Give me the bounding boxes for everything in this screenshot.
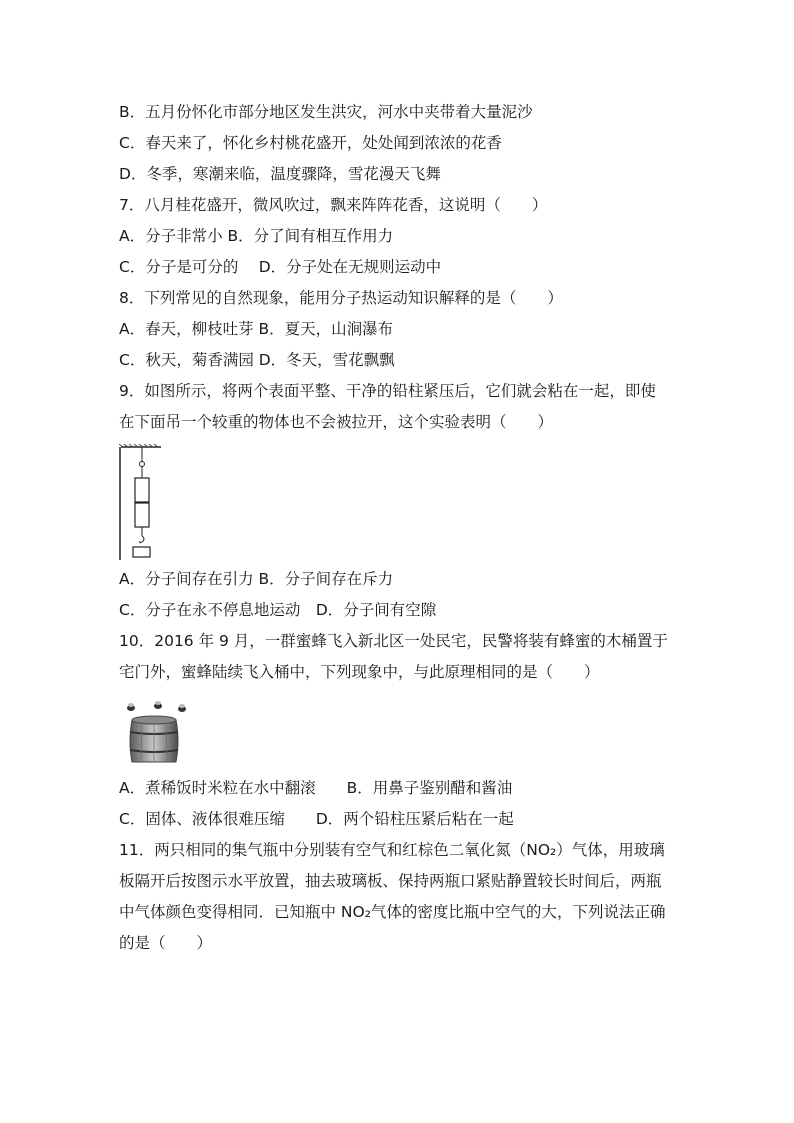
bee-icon <box>127 703 135 711</box>
q11-stem-line2: 板隔开后按图示水平放置，抽去玻璃板、保持两瓶口紧贴静置较长时间后，两瓶 <box>119 872 662 890</box>
q9-options-cd: C．分子在永不停息地运动 D．分子间有空隙 <box>119 601 437 619</box>
q7-stem: 7．八月桂花盛开，微风吹过，飘来阵阵花香，这说明（ ） <box>119 196 548 214</box>
q8-stem: 8．下列常见的自然现象，能用分子热运动知识解释的是（ ） <box>119 289 563 307</box>
q9-stem-line2: 在下面吊一个较重的物体也不会被拉开，这个实验表明（ ） <box>119 413 554 431</box>
bee-icon <box>178 704 186 712</box>
q8-options-cd: C．秋天，菊香满园 D．冬天，雪花飘飘 <box>119 351 395 369</box>
q8-options-ab: A．春天，柳枝吐芽 B．夏天，山涧瀑布 <box>119 320 394 338</box>
q10-stem-line2: 宅门外，蜜蜂陆续飞入桶中，下列现象中，与此原理相同的是（ ） <box>119 663 600 681</box>
q6-option-b: B．五月份怀化市部分地区发生洪灾，河水中夹带着大量泥沙 <box>119 103 533 121</box>
q9-stem-line1: 9．如图所示，将两个表面平整、干净的铅柱紧压后，它们就会粘在一起，即使 <box>119 382 656 400</box>
q10-options-cd: C．固体、液体很难压缩 D．两个铅柱压紧后粘在一起 <box>119 810 514 828</box>
q6-option-c: C．春天来了，怀化乡村桃花盛开，处处闻到浓浓的花香 <box>119 134 502 152</box>
q10-stem-line1: 10．2016 年 9 月，一群蜜蜂飞入新北区一处民宅，民警将装有蜂蜜的木桶置于 <box>119 632 668 650</box>
q7-options-ab: A．分子非常小 B．分了间有相互作用力 <box>119 227 394 245</box>
q11-stem-line4: 的是（ ） <box>119 934 213 952</box>
q9-options-ab: A．分子间存在引力 B．分子间存在斥力 <box>119 570 394 588</box>
q7-options-cd: C．分子是可分的 D．分子处在无规则运动中 <box>119 258 442 276</box>
honey-barrel-figure <box>118 700 192 766</box>
q6-option-d: D．冬季，寒潮来临，温度骤降，雪花漫天飞舞 <box>119 165 441 183</box>
q10-options-ab: A．煮稀饭时米粒在水中翻滚 B．用鼻子鉴别醋和酱油 <box>119 779 513 797</box>
q11-stem-line1: 11．两只相同的集气瓶中分别装有空气和红棕色二氧化氮（NO₂）气体，用玻璃 <box>119 841 665 859</box>
q11-stem-line3: 中气体颜色变得相同．已知瓶中 NO₂气体的密度比瓶中空气的大，下列说法正确 <box>119 903 666 921</box>
lead-cylinders-figure <box>117 444 165 560</box>
bee-icon <box>154 701 162 709</box>
